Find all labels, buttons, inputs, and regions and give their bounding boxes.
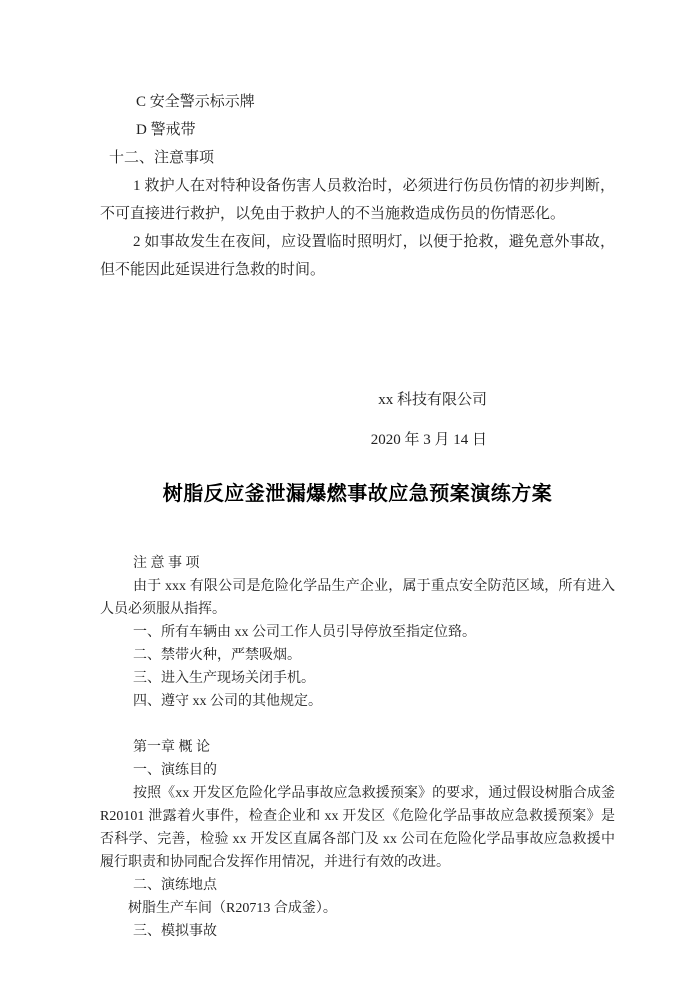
drill-purpose-body: 按照《xx 开发区危险化学品事故应急救援预案》的要求，通过假设树脂合成釜 R20101 泄露着火事件，检查企业和 xx 开发区《危险化学品事故应急救援预案》是否科学、完善，检验 xx 开发区直属各部门及 xx 公司在危险化学品事故应急救援中履行职责和协同配合发挥作用情况，并进行有效的改进。 (100, 786, 615, 870)
paragraph-rescue-judgment: 1 救护人在对特种设备伤害人员救治时，必须进行伤员伤情的初步判断，不可直接进行救护，以免由于救护人的不当施救造成伤员的伤情恶化。 (100, 178, 615, 222)
drill-location-body: 树脂生产车间（R20713 合成釜）。 (128, 901, 337, 916)
signature-block (100, 380, 615, 460)
chapter-one-section (100, 736, 615, 943)
simulated-accident-heading: 三、模拟事故 (133, 924, 217, 939)
notes-item-phones-off: 三、进入生产现场关闭手机。 (133, 671, 315, 686)
drill-purpose-heading: 一、演练目的 (133, 763, 217, 778)
notes-item-no-fire: 二、禁带火种，严禁吸烟。 (133, 648, 301, 663)
notes-intro: 由于 xxx 有限公司是危险化学品生产企业，属于重点安全防范区域，所有进入人员必须服从指挥。 (100, 579, 615, 617)
notes-item-vehicles: 一、所有车辆由 xx 公司工作人员引导停放至指定位臵。 (133, 625, 476, 640)
list-item-c: C 安全警示标示牌 (136, 94, 255, 110)
drill-location-heading: 二、演练地点 (133, 878, 217, 893)
paragraph-night-accident: 2 如事故发生在夜间，应设置临时照明灯，以便于抢救，避免意外事故，但不能因此延误进行急救的时间。 (100, 234, 615, 278)
company-name: xx 科技有限公司 (378, 392, 487, 408)
prev-section (100, 88, 615, 284)
chapter-one-heading: 第一章 概 论 (133, 740, 210, 755)
document-title: 树脂反应釜泄漏爆燃事故应急预案演练方案 (162, 483, 553, 505)
section-heading-twelve: 十二、注意事项 (109, 150, 215, 166)
notes-heading: 注 意 事 项 (133, 556, 200, 571)
notes-item-other-rules: 四、遵守 xx 公司的其他规定。 (133, 694, 322, 709)
list-item-d: D 警戒带 (136, 122, 196, 138)
notes-section (100, 552, 615, 713)
signature-date: 2020 年 3 月 14 日 (370, 432, 487, 448)
